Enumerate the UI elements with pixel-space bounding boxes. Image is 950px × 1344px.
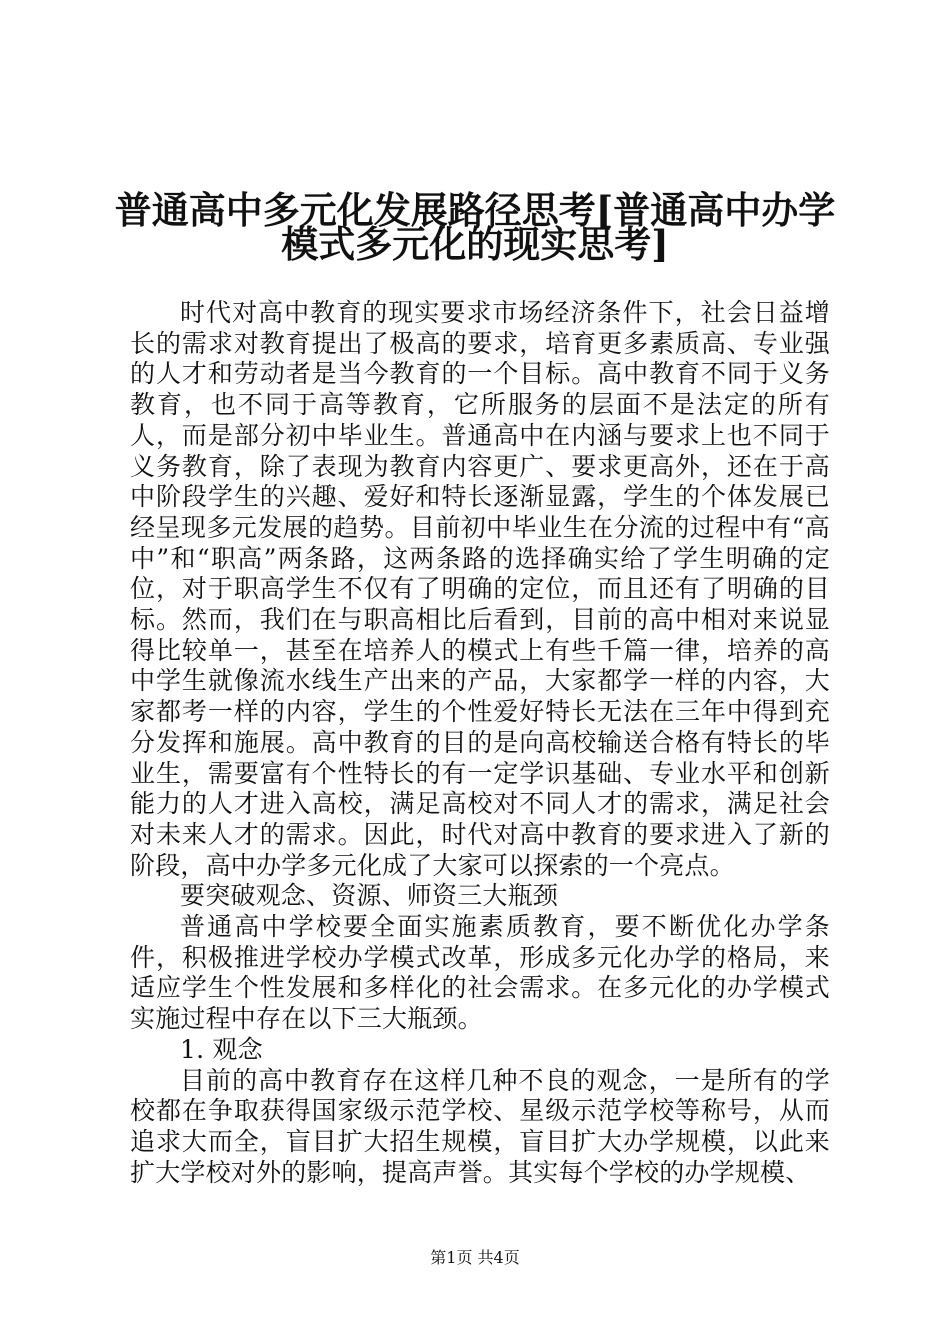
- document-title-line-2: 模式多元化的现实思考]: [281, 222, 669, 266]
- paragraph-concept: 目前的高中教育存在这样几种不良的观念，一是所有的学校都在争取获得国家级示范学校、星级示范学校等称号，从而追求大而全，盲目扩大招生规模，盲目扩大办学规模，以此来扩大学校对外的影响，提高声誉。其实每个学校的办学规模、: [130, 1065, 830, 1187]
- paragraph-bottlenecks: 普通高中学校要全面实施素质教育，要不断优化办学条件，积极推进学校办学模式改革，形成多元化办学的格局，来适应学生个性发展和多样化的社会需求。在多元化的办学模式实施过程中存在以下三大瓶颈。: [130, 912, 830, 1034]
- document-title-line-1: 普通高中多元化发展路径思考[普通高中办学: [114, 188, 836, 232]
- page-footer: 第1页 共4页: [430, 1248, 520, 1267]
- section-heading: 要突破观念、资源、师资三大瓶颈: [180, 881, 559, 911]
- paragraph-intro: 时代对高中教育的现实要求市场经济条件下，社会日益增长的需求对教育提出了极高的要求，培育更多素质高、专业强的人才和劳动者是当今教育的一个目标。高中教育不同于义务教育，也不同于高等教育，它所服务的层面不是法定的所有人，而是部分初中毕业生。普通高中在内涵与要求上也不同于义务教育，除了表现为教育内容更广、要求更高外，还在于高中阶段学生的兴趣、爱好和特长逐渐显露，学生的个体发展已经呈现多元发展的趋势。目前初中毕业生在分流的过程中有“高中”和“职高”两条路，这两条路的选择确实给了学生明确的定位，对于职高学生不仅有了明确的定位，而且还有了明确的目标。然而，我们在与职高相比后看到，目前的高中相对来说显得比较单一，甚至在培养人的模式上有些千篇一律，培养的高中学生就像流水线生产出来的产品，大家都学一样的内容，大家都考一样的内容，学生的个性爱好特长无法在三年中得到充分发挥和施展。高中教育的目的是向高校输送合格有特长的毕业生，需要富有个性特长的有一定学识基础、专业水平和创新能力的人才进入高校，满足高校对不同人才的需求，满足社会对未来人才的需求。因此，时代对高中教育的要求进入了新的阶段，高中办学多元化成了大家可以探索的一个亮点。: [130, 298, 830, 880]
- document-body: [130, 298, 830, 1188]
- subheading-concept: 1. 观念: [180, 1034, 263, 1064]
